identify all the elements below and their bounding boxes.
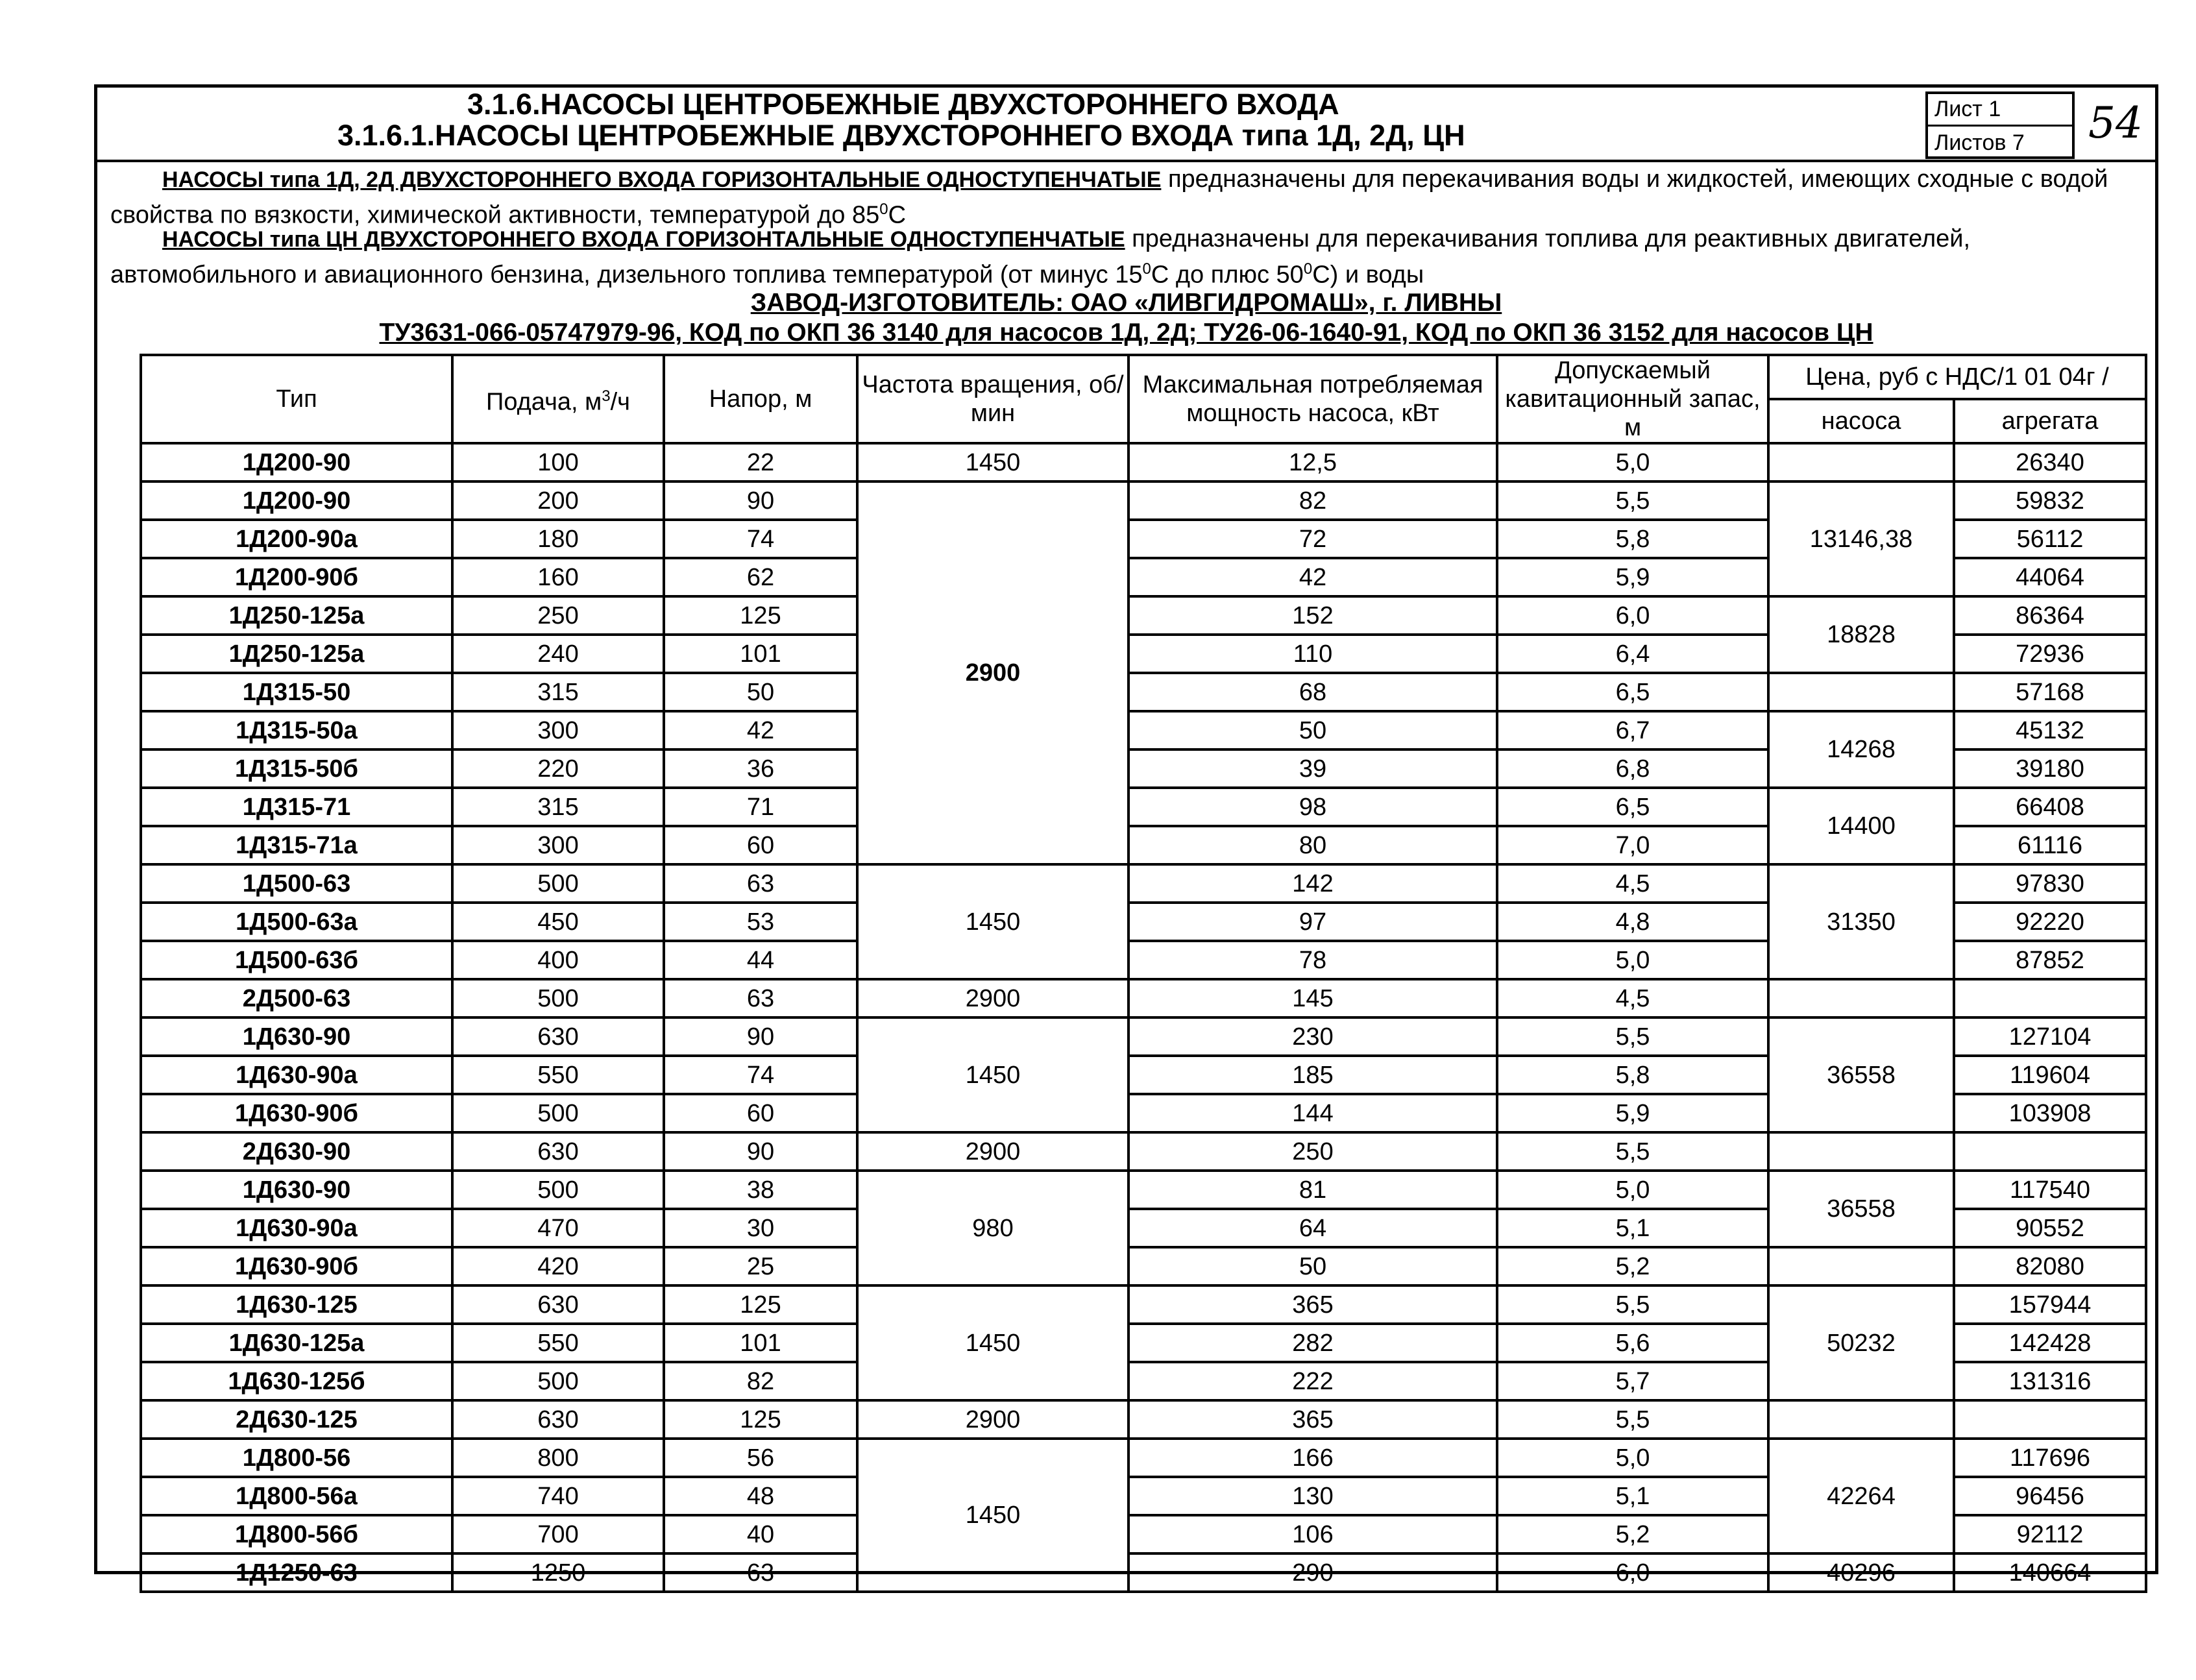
cell-npsh: 6,0 (1497, 596, 1768, 635)
table-row (141, 1553, 2146, 1592)
cell-price-unit: 119604 (1954, 1056, 2146, 1094)
cell-power: 110 (1128, 635, 1497, 673)
cell-price-pump: 40296 (1768, 1553, 1954, 1592)
cell-npsh: 5,1 (1497, 1477, 1768, 1515)
cell-npsh: 5,2 (1497, 1247, 1768, 1285)
header-type: Тип (141, 355, 452, 443)
cell-head: 74 (664, 520, 857, 558)
cell-npsh: 5,2 (1497, 1515, 1768, 1553)
cell-npsh: 5,5 (1497, 1285, 1768, 1324)
cell-type: 1Д200-90 (141, 443, 452, 481)
cell-price-pump: 13146,38 (1768, 481, 1954, 596)
cell-power: 82 (1128, 481, 1497, 520)
cell-speed: 1450 (857, 1285, 1128, 1400)
cell-flow: 700 (452, 1515, 664, 1553)
cell-power: 152 (1128, 596, 1497, 635)
table-row (141, 1400, 2146, 1439)
cell-speed: 980 (857, 1171, 1128, 1285)
cell-head: 74 (664, 1056, 857, 1094)
cell-price-unit: 59832 (1954, 481, 2146, 520)
section-title: 3.1.6.НАСОСЫ ЦЕНТРОБЕЖНЫЕ ДВУХСТОРОННЕГО ВХОДА (467, 88, 1339, 121)
header-price-unit: агрегата (1954, 399, 2146, 443)
cell-price-unit: 26340 (1954, 443, 2146, 481)
cell-price-unit: 87852 (1954, 941, 2146, 979)
cell-price-unit: 39180 (1954, 749, 2146, 788)
cell-price-unit: 103908 (1954, 1094, 2146, 1132)
cell-flow: 500 (452, 864, 664, 903)
table-row (141, 788, 2146, 826)
cell-type: 1Д630-125 (141, 1285, 452, 1324)
cell-price-unit: 72936 (1954, 635, 2146, 673)
cell-price-unit: 45132 (1954, 711, 2146, 749)
cell-price-unit: 92112 (1954, 1515, 2146, 1553)
cell-head: 125 (664, 1400, 857, 1439)
cell-power: 50 (1128, 711, 1497, 749)
cell-price-unit: 90552 (1954, 1209, 2146, 1247)
cell-type: 1Д630-90а (141, 1056, 452, 1094)
cell-power: 290 (1128, 1553, 1497, 1592)
cell-price-unit (1954, 1132, 2146, 1171)
table-row (141, 979, 2146, 1017)
cell-power: 50 (1128, 1247, 1497, 1285)
cell-npsh: 5,0 (1497, 1171, 1768, 1209)
cell-price-unit: 97830 (1954, 864, 2146, 903)
cell-flow: 315 (452, 673, 664, 711)
sheet-info-box (1925, 91, 2075, 159)
cell-type: 2Д630-90 (141, 1132, 452, 1171)
cell-flow: 100 (452, 443, 664, 481)
cell-type: 1Д1250-63 (141, 1553, 452, 1592)
cell-flow: 740 (452, 1477, 664, 1515)
cell-power: 250 (1128, 1132, 1497, 1171)
cell-price-unit: 157944 (1954, 1285, 2146, 1324)
cell-npsh: 5,7 (1497, 1362, 1768, 1400)
cell-flow: 630 (452, 1285, 664, 1324)
paragraph-1-end: С (888, 201, 907, 229)
cell-type: 1Д315-50б (141, 749, 452, 788)
cell-type: 1Д315-50 (141, 673, 452, 711)
cell-speed: 2900 (857, 1132, 1128, 1171)
cell-price-unit: 127104 (1954, 1017, 2146, 1056)
cell-head: 60 (664, 826, 857, 864)
cell-head: 63 (664, 1553, 857, 1592)
cell-type: 1Д250-125а (141, 635, 452, 673)
cell-type: 1Д500-63 (141, 864, 452, 903)
cell-price-unit: 92220 (1954, 903, 2146, 941)
cell-head: 56 (664, 1439, 857, 1477)
cell-type: 1Д630-90б (141, 1247, 452, 1285)
subsection-title: 3.1.6.1.НАСОСЫ ЦЕНТРОБЕЖНЫЕ ДВУХСТОРОННЕГО ВХОДА типа 1Д, 2Д, ЦН (337, 119, 1465, 152)
cell-speed: 2900 (857, 979, 1128, 1017)
cell-npsh: 4,8 (1497, 903, 1768, 941)
manufacturer-line: ЗАВОД-ИЗГОТОВИТЕЛЬ: ОАО «ЛИВГИДРОМАШ», г. ЛИВНЫ (750, 289, 1502, 317)
cell-power: 81 (1128, 1171, 1497, 1209)
cell-price-pump: 50232 (1768, 1285, 1954, 1400)
table-row (141, 1171, 2146, 1209)
cell-type: 1Д800-56а (141, 1477, 452, 1515)
paragraph-1-degree: 0 (879, 201, 888, 218)
cell-head: 82 (664, 1362, 857, 1400)
cell-price-pump: 36558 (1768, 1017, 1954, 1132)
cell-power: 365 (1128, 1400, 1497, 1439)
cell-npsh: 5,0 (1497, 941, 1768, 979)
cell-price-unit: 96456 (1954, 1477, 2146, 1515)
cell-price-pump (1768, 1247, 1954, 1285)
cell-flow: 200 (452, 481, 664, 520)
cell-flow: 1250 (452, 1553, 664, 1592)
cell-power: 72 (1128, 520, 1497, 558)
cell-price-unit: 82080 (1954, 1247, 2146, 1285)
cell-flow: 550 (452, 1324, 664, 1362)
cell-npsh: 4,5 (1497, 864, 1768, 903)
table-row (141, 1247, 2146, 1285)
cell-power: 230 (1128, 1017, 1497, 1056)
paragraph-1-text: предназначены для перекачивания воды и жидкостей, имеющих сходные с водой свойства по вязкости, химической активности, температурой до 85 (110, 165, 2108, 229)
cell-head: 38 (664, 1171, 857, 1209)
cell-type: 1Д630-90 (141, 1017, 452, 1056)
cell-type: 1Д630-125а (141, 1324, 452, 1362)
cell-head: 63 (664, 979, 857, 1017)
cell-power: 365 (1128, 1285, 1497, 1324)
cell-flow: 500 (452, 979, 664, 1017)
cell-type: 1Д630-90б (141, 1094, 452, 1132)
cell-power: 68 (1128, 673, 1497, 711)
cell-flow: 630 (452, 1400, 664, 1439)
paragraph-2-text-c: С) и воды (1312, 261, 1424, 289)
cell-npsh: 5,9 (1497, 1094, 1768, 1132)
cell-npsh: 5,5 (1497, 481, 1768, 520)
cell-price-unit: 56112 (1954, 520, 2146, 558)
cell-npsh: 7,0 (1497, 826, 1768, 864)
cell-price-pump (1768, 443, 1954, 481)
cell-npsh: 5,0 (1497, 443, 1768, 481)
cell-flow: 220 (452, 749, 664, 788)
cell-price-pump: 36558 (1768, 1171, 1954, 1247)
cell-flow: 630 (452, 1132, 664, 1171)
header-flow: Подача, $м^3/ч$ (452, 355, 664, 443)
cell-type: 1Д250-125а (141, 596, 452, 635)
paragraph-2-text-a: предназначены для перекачивания топлива для реактивных двигателей, автомобильного и авиационного бензина, дизельного топлива температурой (от минус 15 (110, 225, 1971, 289)
cell-flow: 300 (452, 826, 664, 864)
header-speed: Частота вращения, об/мин (857, 355, 1128, 443)
cell-flow: 400 (452, 941, 664, 979)
cell-speed: 1450 (857, 1017, 1128, 1132)
cell-type: 1Д630-125б (141, 1362, 452, 1400)
cell-head: 42 (664, 711, 857, 749)
header-npsh: Допускаемый кавитационный запас, м (1497, 355, 1768, 443)
table-row (141, 596, 2146, 635)
cell-speed: 1450 (857, 1439, 1128, 1592)
cell-head: 30 (664, 1209, 857, 1247)
cell-npsh: 6,8 (1497, 749, 1768, 788)
cell-head: 71 (664, 788, 857, 826)
cell-price-unit: 86364 (1954, 596, 2146, 635)
page-frame (94, 84, 2158, 1587)
cell-head: 125 (664, 1285, 857, 1324)
cell-head: 90 (664, 1132, 857, 1171)
cell-type: 1Д200-90 (141, 481, 452, 520)
cell-flow: 800 (452, 1439, 664, 1477)
header-price: Цена, руб с НДС/1 01 04г / (1768, 355, 2146, 399)
cell-power: 97 (1128, 903, 1497, 941)
cell-power: 185 (1128, 1056, 1497, 1094)
cell-power: 80 (1128, 826, 1497, 864)
header-power: Максимальная потребляемая мощность насоса, кВт (1128, 355, 1497, 443)
cell-power: 144 (1128, 1094, 1497, 1132)
table-row (141, 481, 2146, 520)
table-row (141, 1285, 2146, 1324)
cell-price-unit: 142428 (1954, 1324, 2146, 1362)
cell-power: 145 (1128, 979, 1497, 1017)
paragraph-2-text-b: С до плюс 50 (1151, 261, 1304, 289)
cell-npsh: 5,0 (1497, 1439, 1768, 1477)
cell-price-pump: 14400 (1768, 788, 1954, 864)
cell-price-unit: 117540 (1954, 1171, 2146, 1209)
header-divider (97, 160, 2155, 162)
cell-price-unit: 66408 (1954, 788, 2146, 826)
cell-type: 1Д200-90а (141, 520, 452, 558)
cell-npsh: 5,8 (1497, 1056, 1768, 1094)
table-row (141, 1017, 2146, 1056)
cell-head: 40 (664, 1515, 857, 1553)
cell-npsh: 5,1 (1497, 1209, 1768, 1247)
cell-price-pump: 42264 (1768, 1439, 1954, 1553)
cell-type: 1Д315-50а (141, 711, 452, 749)
paragraph-2-degree-2: 0 (1303, 260, 1313, 278)
cell-power: 282 (1128, 1324, 1497, 1362)
cell-head: 48 (664, 1477, 857, 1515)
cell-npsh: 5,5 (1497, 1017, 1768, 1056)
cell-type: 2Д500-63 (141, 979, 452, 1017)
cell-power: 98 (1128, 788, 1497, 826)
cell-head: 22 (664, 443, 857, 481)
sheets-total-label: Листов 7 (1934, 130, 2025, 155)
table-row (141, 673, 2146, 711)
cell-price-unit: 61116 (1954, 826, 2146, 864)
cell-npsh: 6,4 (1497, 635, 1768, 673)
cell-type: 1Д315-71 (141, 788, 452, 826)
cell-head: 44 (664, 941, 857, 979)
cell-head: 50 (664, 673, 857, 711)
cell-flow: 250 (452, 596, 664, 635)
cell-type: 1Д800-56 (141, 1439, 452, 1477)
cell-flow: 470 (452, 1209, 664, 1247)
cell-power: 78 (1128, 941, 1497, 979)
cell-power: 222 (1128, 1362, 1497, 1400)
cell-flow: 500 (452, 1362, 664, 1400)
cell-npsh: 5,6 (1497, 1324, 1768, 1362)
specs-line: ТУ3631-066-05747979-96, КОД по ОКП 36 3140 для насосов 1Д, 2Д; ТУ26-06-1640-91, КОД по ОКП 36 3152 для насосов ЦН (379, 319, 1873, 347)
cell-type: 2Д630-125 (141, 1400, 452, 1439)
header-head: Напор, м (664, 355, 857, 443)
cell-flow: 500 (452, 1171, 664, 1209)
description-paragraph-1 (110, 164, 2148, 230)
cell-flow: 630 (452, 1017, 664, 1056)
cell-price-unit: 117696 (1954, 1439, 2146, 1477)
cell-head: 90 (664, 481, 857, 520)
paragraph-2-heading: НАСОСЫ типа ЦН ДВУХСТОРОННЕГО ВХОДА ГОРИЗОНТАЛЬНЫЕ ОДНОСТУПЕНЧАТЫЕ (162, 227, 1125, 252)
cell-flow: 180 (452, 520, 664, 558)
cell-npsh: 5,8 (1497, 520, 1768, 558)
cell-flow: 300 (452, 711, 664, 749)
cell-head: 60 (664, 1094, 857, 1132)
cell-power: 130 (1128, 1477, 1497, 1515)
cell-type: 1Д200-90б (141, 558, 452, 596)
pump-table (140, 354, 2147, 1593)
cell-head: 125 (664, 596, 857, 635)
cell-npsh: 5,5 (1497, 1132, 1768, 1171)
cell-head: 90 (664, 1017, 857, 1056)
cell-npsh: 6,5 (1497, 673, 1768, 711)
cell-price-pump (1768, 673, 1954, 711)
cell-flow: 550 (452, 1056, 664, 1094)
cell-price-pump: 14268 (1768, 711, 1954, 788)
cell-npsh: 5,5 (1497, 1400, 1768, 1439)
cell-head: 62 (664, 558, 857, 596)
cell-price-pump: 31350 (1768, 864, 1954, 979)
cell-price-unit: 140664 (1954, 1553, 2146, 1592)
cell-power: 166 (1128, 1439, 1497, 1477)
cell-power: 106 (1128, 1515, 1497, 1553)
table-row (141, 864, 2146, 903)
cell-price-unit: 131316 (1954, 1362, 2146, 1400)
paragraph-2-degree-1: 0 (1142, 260, 1151, 278)
cell-head: 25 (664, 1247, 857, 1285)
cell-power: 64 (1128, 1209, 1497, 1247)
cell-flow: 450 (452, 903, 664, 941)
cell-flow: 240 (452, 635, 664, 673)
cell-price-unit (1954, 1400, 2146, 1439)
table-row (141, 711, 2146, 749)
cell-head: 53 (664, 903, 857, 941)
header-price-pump: насоса (1768, 399, 1954, 443)
cell-power: 42 (1128, 558, 1497, 596)
cell-npsh: 6,7 (1497, 711, 1768, 749)
cell-price-unit: 44064 (1954, 558, 2146, 596)
table-body (141, 443, 2146, 1592)
cell-price-pump (1768, 1400, 1954, 1439)
cell-speed: 2900 (857, 1400, 1128, 1439)
cell-speed: 1450 (857, 864, 1128, 979)
cell-speed: 2900 (857, 481, 1128, 864)
cell-head: 36 (664, 749, 857, 788)
cell-head: 101 (664, 1324, 857, 1362)
cell-flow: 420 (452, 1247, 664, 1285)
cell-price-pump: 18828 (1768, 596, 1954, 673)
cell-flow: 315 (452, 788, 664, 826)
cell-npsh: 4,5 (1497, 979, 1768, 1017)
cell-npsh: 6,0 (1497, 1553, 1768, 1592)
cell-power: 12,5 (1128, 443, 1497, 481)
table-row (141, 443, 2146, 481)
cell-type: 1Д315-71а (141, 826, 452, 864)
cell-price-pump (1768, 979, 1954, 1017)
cell-price-unit (1954, 979, 2146, 1017)
cell-type: 1Д630-90 (141, 1171, 452, 1209)
cell-flow: 500 (452, 1094, 664, 1132)
table-row (141, 1132, 2146, 1171)
cell-type: 1Д500-63а (141, 903, 452, 941)
cell-head: 101 (664, 635, 857, 673)
cell-type: 1Д800-56б (141, 1515, 452, 1553)
cell-head: 63 (664, 864, 857, 903)
page-number: 54 (2088, 98, 2143, 148)
cell-speed: 1450 (857, 443, 1128, 481)
cell-power: 142 (1128, 864, 1497, 903)
cell-type: 1Д500-63б (141, 941, 452, 979)
cell-price-unit: 57168 (1954, 673, 2146, 711)
cell-price-pump (1768, 1132, 1954, 1171)
sheet-label: Лист 1 (1934, 97, 2001, 121)
cell-npsh: 5,9 (1497, 558, 1768, 596)
table-row (141, 1439, 2146, 1477)
cell-flow: 160 (452, 558, 664, 596)
description-paragraph-2 (110, 224, 2148, 290)
cell-power: 39 (1128, 749, 1497, 788)
cell-npsh: 6,5 (1497, 788, 1768, 826)
cell-type: 1Д630-90а (141, 1209, 452, 1247)
paragraph-1-heading: НАСОСЫ типа 1Д, 2Д ДВУХСТОРОННЕГО ВХОДА ГОРИЗОНТАЛЬНЫЕ ОДНОСТУПЕНЧАТЫЕ (162, 167, 1162, 192)
